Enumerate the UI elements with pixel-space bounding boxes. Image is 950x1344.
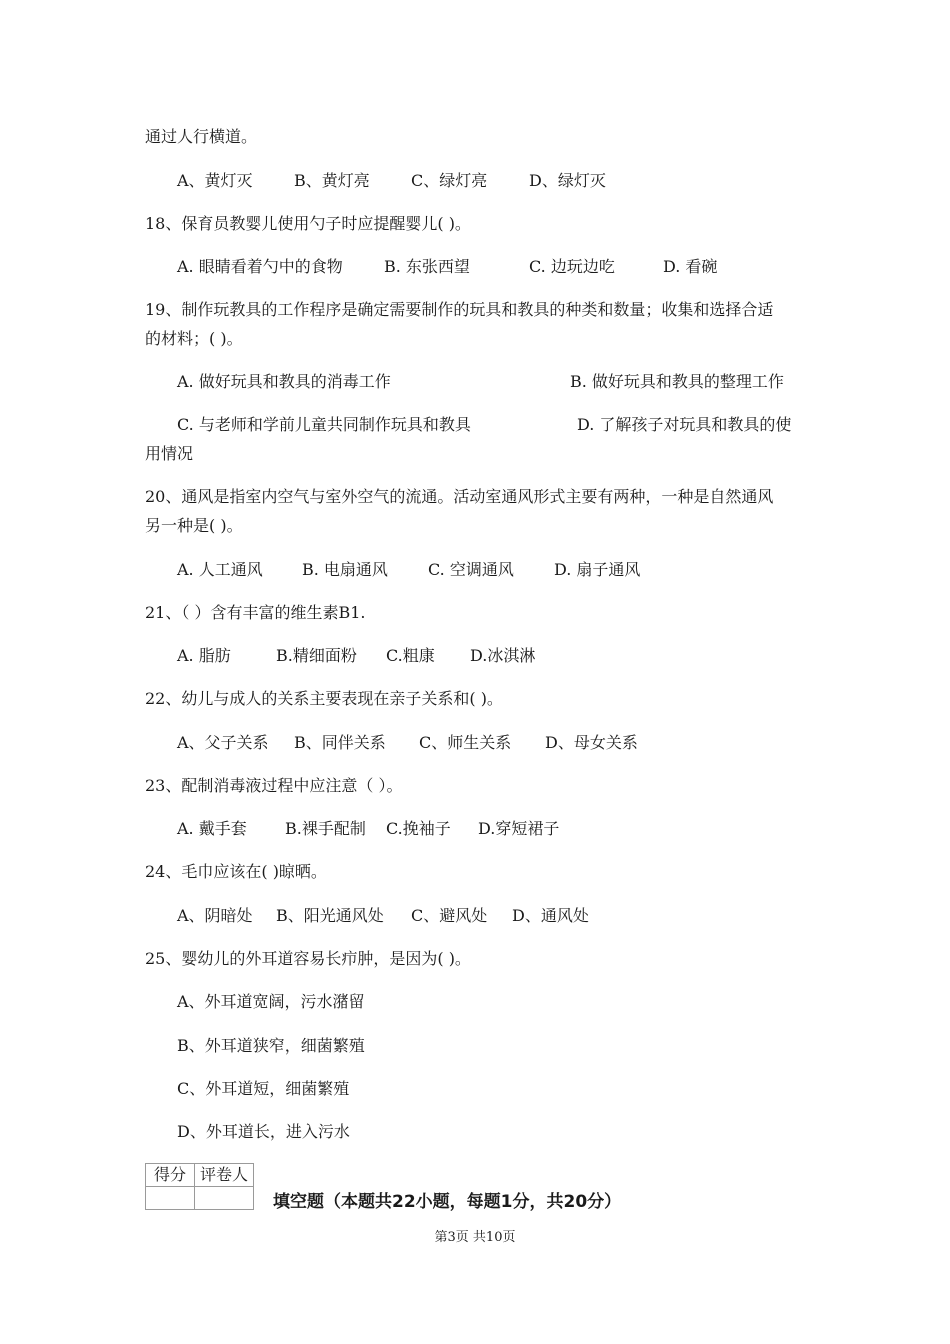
q24-option-b: B、阳光通风处 bbox=[276, 906, 384, 925]
q23-option-b: B.裸手配制 bbox=[285, 819, 366, 838]
q25-option-d: D、外耳道长，进入污水 bbox=[177, 1122, 350, 1141]
q18-option-b: B. 东张西望 bbox=[384, 257, 470, 276]
q17-option-b: B、黄灯亮 bbox=[294, 171, 370, 190]
q23-stem: 23、配制消毒液过程中应注意（ ）。 bbox=[145, 776, 403, 795]
page-footer: 第3页 共10页 bbox=[434, 1230, 516, 1245]
q25-option-c: C、外耳道短，细菌繁殖 bbox=[177, 1079, 350, 1098]
q21-option-a: A. 脂肪 bbox=[177, 646, 231, 665]
q19-stem-line1: 19、制作玩教具的工作程序是确定需要制作的玩具和教具的种类和数量；收集和选择合适 bbox=[145, 300, 774, 319]
q18-option-c: C. 边玩边吃 bbox=[529, 257, 615, 276]
q25-option-a: A、外耳道宽阔，污水潴留 bbox=[177, 992, 365, 1011]
score-table bbox=[145, 1163, 254, 1210]
q21-stem: 21、（ ）含有丰富的维生素B1. bbox=[145, 603, 366, 622]
q19-option-c: C. 与老师和学前儿童共同制作玩具和教具 bbox=[177, 415, 471, 434]
q19-option-a: A. 做好玩具和教具的消毒工作 bbox=[177, 372, 391, 391]
q19-option-d-tail: 用情况 bbox=[145, 444, 194, 463]
q24-option-d: D、通风处 bbox=[512, 906, 589, 925]
q22-option-a: A、父子关系 bbox=[177, 733, 269, 752]
q17-stem-tail: 通过人行横道。 bbox=[145, 127, 258, 146]
q24-option-c: C、避风处 bbox=[411, 906, 488, 925]
q19-option-d: D. 了解孩子对玩具和教具的使 bbox=[577, 415, 792, 434]
q24-option-a: A、阴暗处 bbox=[177, 906, 253, 925]
q20-option-a: A. 人工通风 bbox=[177, 560, 263, 579]
q22-stem: 22、幼儿与成人的关系主要表现在亲子关系和( )。 bbox=[145, 689, 503, 708]
q20-stem-line2: 另一种是( )。 bbox=[145, 516, 243, 535]
score-label: 得分 bbox=[146, 1164, 195, 1187]
q21-option-d: D.冰淇淋 bbox=[470, 646, 536, 665]
q24-stem: 24、毛巾应该在( )晾晒。 bbox=[145, 862, 327, 881]
q18-stem: 18、保育员教婴儿使用勺子时应提醒婴儿( )。 bbox=[145, 214, 471, 233]
q20-option-b: B. 电扇通风 bbox=[302, 560, 388, 579]
q20-stem-line1: 20、通风是指室内空气与室外空气的流通。活动室通风形式主要有两种，一种是自然通风 bbox=[145, 487, 774, 506]
q25-option-b: B、外耳道狭窄，细菌繁殖 bbox=[177, 1036, 365, 1055]
q22-option-c: C、师生关系 bbox=[419, 733, 512, 752]
q17-option-a: A、黄灯灭 bbox=[177, 171, 253, 190]
score-cell bbox=[146, 1187, 195, 1210]
q19-stem-line2: 的材料；( )。 bbox=[145, 329, 243, 348]
q22-option-d: D、母女关系 bbox=[545, 733, 638, 752]
q23-option-c: C.挽袖子 bbox=[386, 819, 451, 838]
q17-option-c: C、绿灯亮 bbox=[411, 171, 488, 190]
q20-option-c: C. 空调通风 bbox=[428, 560, 514, 579]
q20-option-d: D. 扇子通风 bbox=[554, 560, 641, 579]
q18-option-d: D. 看碗 bbox=[663, 257, 718, 276]
q23-option-a: A. 戴手套 bbox=[177, 819, 247, 838]
grader-cell bbox=[195, 1187, 254, 1210]
q18-option-a: A. 眼睛看着勺中的食物 bbox=[177, 257, 343, 276]
section-title: 填空题（本题共22小题，每题1分，共20分） bbox=[273, 1192, 622, 1212]
q21-option-c: C.粗康 bbox=[386, 646, 435, 665]
q19-option-b: B. 做好玩具和教具的整理工作 bbox=[570, 372, 784, 391]
q22-option-b: B、同伴关系 bbox=[294, 733, 386, 752]
q17-option-d: D、绿灯灭 bbox=[529, 171, 606, 190]
q21-option-b: B.精细面粉 bbox=[276, 646, 357, 665]
grader-label: 评卷人 bbox=[195, 1164, 254, 1187]
q23-option-d: D.穿短裙子 bbox=[478, 819, 560, 838]
q25-stem: 25、婴幼儿的外耳道容易长疖肿，是因为( )。 bbox=[145, 949, 471, 968]
